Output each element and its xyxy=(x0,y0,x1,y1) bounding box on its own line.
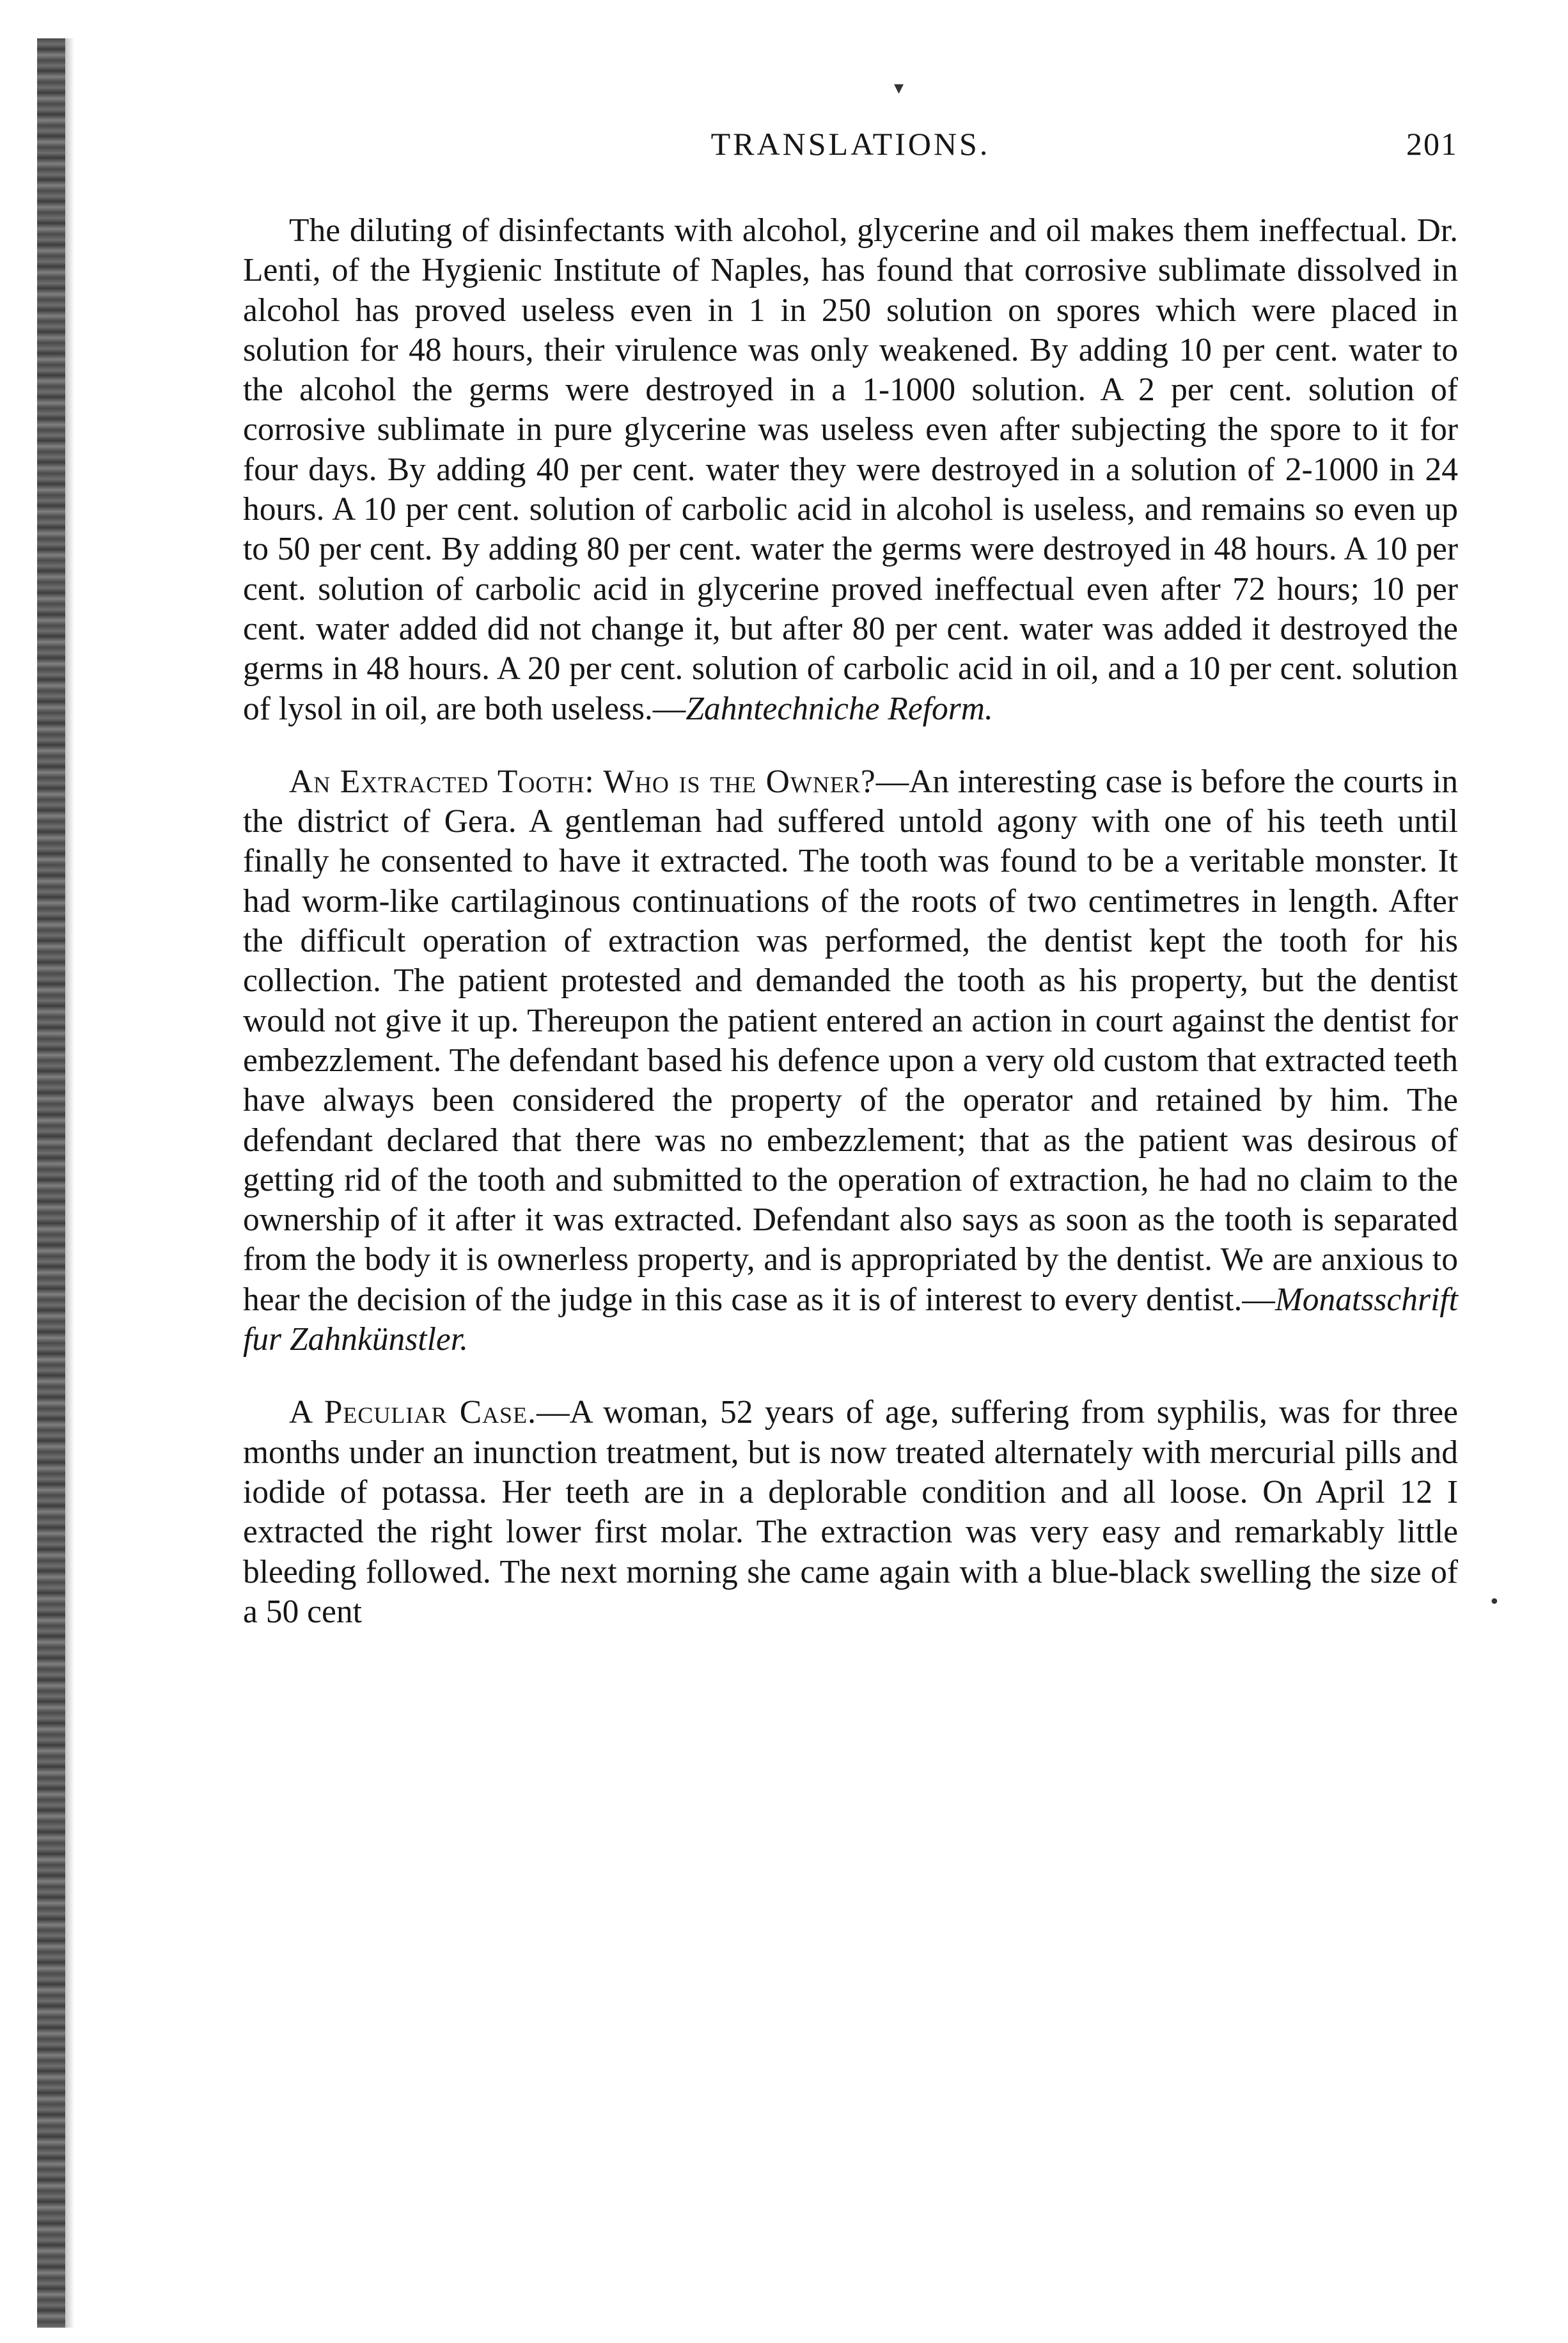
section-lead-title: An Extracted Tooth: Who is the Owner? xyxy=(289,763,876,800)
paragraph-text: The diluting of disinfectants with alcohol, glycerine and oil makes them ineffectual. Dr. Lenti, of the Hygienic Institute of Naples, has found that corrosive sublimate dissolved in alcohol has proved useless even in 1 in 250 solution on spores which were placed in solution for 48 hours, their virulence was only weakened. By adding 10 per cent. water to the alcohol the germs were destroyed in a 1-1000 solution. A 2 per cent. solution of corrosive sublimate in pure glycerine was useless even after subjecting the spore to it for four days. By adding 40 per cent. water they were destroyed in a solution of 2-1000 in 24 hours. A 10 per cent. solution of carbolic acid in alcohol is useless, and remains so even up to 50 per cent. By adding 80 per cent. water the germs were destroyed in 48 hours. A 10 per cent. solution of carbolic acid in glycerine proved ineffectual even after 72 hours; 10 per cent. water added did not change it, but after 80 per cent. water was added it destroyed the germs in 48 hours. A 20 per cent. solution of carbolic acid in oil, and a 10 per cent. solution of lysol in oil, are both useless.— xyxy=(243,212,1458,727)
scan-speck: ▾ xyxy=(894,77,904,99)
section-lead-title: A Peculiar Case. xyxy=(289,1394,537,1431)
paragraph-extracted-tooth xyxy=(243,762,1458,1360)
running-title: TRANSLATIONS. xyxy=(710,126,991,162)
source-citation: Zahntechniche Reform. xyxy=(686,690,993,727)
scan-speck: • xyxy=(1489,1591,1500,1613)
page-number: 201 xyxy=(1406,126,1458,162)
paragraph-text: —An interesting case is before the courts in the district of Gera. A gentleman had suffered untold agony with one of his teeth until finally he consented to have it extracted. The tooth was found to be a veritable monster. It had worm-like cartilaginous continuations of the roots of two centimetres in length. After the difficult operation of extraction was performed, the dentist kept the tooth for his collection. The patient protested and demanded the tooth as his property, but the dentist would not give it up. Thereupon the patient entered an action in court against the dentist for embezzlement. The defendant based his defence upon a very old custom that extracted teeth have always been considered the property of the operator and retained by him. The defendant declared that there was no embezzlement; that as the patient was desirous of getting rid of the tooth and submitted to the operation of extraction, he had no claim to the ownership of it after it was extracted. Defendant also says as soon as the tooth is separated from the body it is ownerless property, and is appropriated by the dentist. We are anxious to hear the decision of the judge in this case as it is of interest to every dentist.— xyxy=(243,763,1458,1318)
page-header xyxy=(243,125,1458,183)
source-citation: Monatsschrift fur Zahnkünstler. xyxy=(243,1281,1458,1358)
article-body xyxy=(243,211,1458,1632)
paragraph-text: —A woman, 52 years of age, suffering from syphilis, was for three months under an inunction treatment, but is now treated alternately with mercurial pills and iodide of potassa. Her teeth are in a deplorable condition and all loose. On April 12 I extracted the right lower first molar. The extraction was very easy and remarkably little bleeding followed. The next morning she came again with a blue-black swelling the size of a 50 cent xyxy=(243,1394,1458,1630)
paragraph-disinfectants xyxy=(243,211,1458,729)
paragraph-peculiar-case xyxy=(243,1393,1458,1632)
binding-edge xyxy=(37,38,65,2328)
